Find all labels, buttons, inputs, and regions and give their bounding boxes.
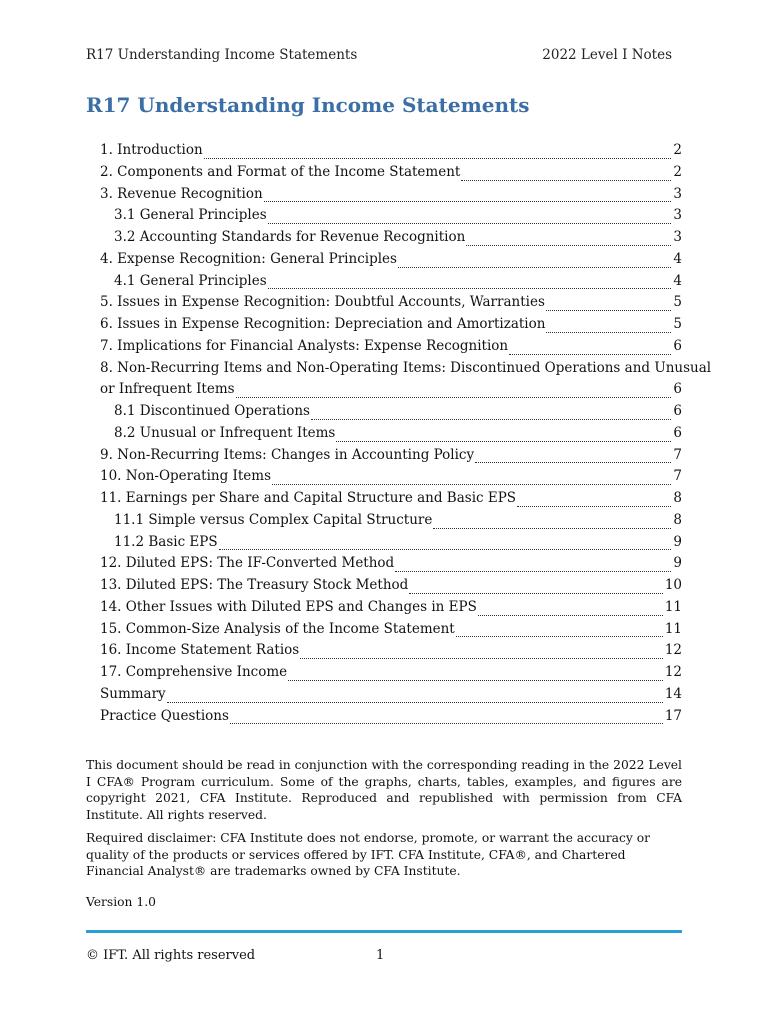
dot-leader [466, 235, 671, 246]
toc-page-number: 8 [673, 490, 682, 506]
toc-page-number: 6 [673, 337, 682, 354]
dot-leader [311, 409, 671, 420]
toc-page-number: 11 [664, 620, 682, 637]
dot-leader [264, 191, 672, 202]
dot-leader [300, 648, 663, 659]
toc-entry-label: 11. Earnings per Share and Capital Structure and Basic EPS [100, 490, 517, 506]
toc-page-number: 6 [673, 424, 682, 441]
toc-entry[interactable] [100, 186, 682, 208]
toc-page-number: 10 [664, 577, 682, 593]
toc-subentry[interactable] [100, 207, 682, 229]
footer-rule [86, 930, 682, 933]
toc-subentry[interactable] [100, 425, 682, 447]
toc-entry-label: 4.1 General Principles [114, 272, 267, 289]
toc-entry[interactable] [100, 164, 682, 186]
toc-entry[interactable] [100, 316, 682, 338]
dot-leader [236, 387, 672, 398]
required-disclaimer: Required disclaimer: CFA Institute does not endorse, promote, or warrant the accuracy or quality of the products or services offered by IFT. CFA Institute, CFA®, and Chartered Financial Analyst® are trademarks owned by CFA Institute. [86, 831, 651, 878]
toc-entry[interactable] [100, 359, 712, 382]
version-label: Version 1.0 [86, 895, 156, 909]
footer-page-number: 1 [376, 948, 385, 963]
toc-entry[interactable] [100, 664, 682, 686]
toc-page-number: 6 [673, 403, 682, 419]
dot-leader [456, 626, 663, 637]
toc-entry-label: 4. Expense Recognition: General Principles [100, 250, 397, 267]
toc-entry-label: 2. Components and Format of the Income Statement [100, 163, 461, 180]
toc-page-number: 7 [673, 468, 682, 485]
dot-leader [336, 431, 671, 442]
dot-leader [509, 344, 671, 355]
dot-leader [268, 213, 672, 224]
dot-leader [461, 170, 671, 181]
toc-entry-label: 11.2 Basic EPS [114, 533, 218, 550]
footer-copyright: © IFT. All rights reserved [86, 948, 256, 963]
toc-subentry[interactable] [100, 534, 682, 556]
toc-entry-label: 1. Introduction [100, 142, 203, 158]
toc-entry-label: 8. Non-Recurring Items and Non-Operating Items: Discontinued Operations and Unusual [100, 359, 712, 376]
dot-leader [478, 605, 663, 616]
toc-page-number: 9 [673, 555, 682, 572]
dot-leader [288, 670, 663, 681]
toc-entry-label: 15. Common-Size Analysis of the Income Statement [100, 620, 455, 637]
toc-entry-label: Summary [100, 685, 166, 702]
toc-page-number: 6 [673, 381, 682, 398]
toc-subentry[interactable] [100, 403, 682, 425]
toc-entry-label: 14. Other Issues with Diluted EPS and Changes in EPS [100, 598, 477, 615]
toc-subentry[interactable] [100, 229, 682, 251]
dot-leader [204, 148, 672, 159]
toc-entry[interactable] [100, 251, 682, 273]
toc-entry-label: 8.2 Unusual or Infrequent Items [114, 424, 336, 441]
toc-entry-label: or Infrequent Items [100, 381, 235, 398]
toc-entry-label: 13. Diluted EPS: The Treasury Stock Method [100, 577, 409, 593]
dot-leader [546, 322, 671, 333]
toc-entry-label: 3.1 General Principles [114, 207, 267, 224]
toc-subentry[interactable] [100, 273, 682, 295]
toc-entry-label: 17. Comprehensive Income [100, 664, 288, 680]
dot-leader [546, 300, 672, 311]
toc-page-number: 3 [673, 207, 682, 224]
dot-leader [409, 583, 663, 594]
toc-page-number: 3 [673, 185, 682, 202]
toc-page-number: 12 [664, 642, 682, 659]
page-title: R17 Understanding Income Statements [86, 93, 530, 117]
toc-entry[interactable] [100, 599, 682, 621]
toc-page-number: 5 [673, 294, 682, 311]
toc-entry-label: 3. Revenue Recognition [100, 185, 263, 202]
toc-page-number: 3 [673, 229, 682, 245]
toc-page-number: 5 [673, 316, 682, 332]
toc-entry-label: 12. Diluted EPS: The IF-Converted Method [100, 555, 395, 572]
toc-entry-label: 5. Issues in Expense Recognition: Doubtful Accounts, Warranties [100, 294, 545, 311]
toc-subentry[interactable] [100, 512, 682, 534]
toc-page-number: 11 [664, 598, 682, 615]
toc-page-number: 12 [664, 664, 682, 680]
dot-leader [398, 257, 671, 268]
toc-entry[interactable] [100, 577, 682, 599]
toc-entry-continuation[interactable] [100, 381, 682, 403]
dot-leader [517, 496, 671, 507]
toc-entry-label: Practice Questions [100, 707, 229, 724]
dot-leader [268, 278, 672, 289]
dot-leader [230, 713, 663, 724]
toc-entry[interactable] [100, 142, 682, 164]
toc-entry-label: 9. Non-Recurring Items: Changes in Accounting Policy [100, 446, 475, 463]
dot-leader [167, 692, 663, 703]
dot-leader [395, 561, 671, 572]
toc-entry[interactable] [100, 490, 682, 512]
toc-entry[interactable] [100, 338, 682, 360]
toc-page-number: 7 [673, 446, 682, 463]
toc-entry-label: 16. Income Statement Ratios [100, 642, 300, 659]
toc-entry[interactable] [100, 686, 682, 708]
header-left-title: R17 Understanding Income Statements [86, 47, 358, 63]
toc-page-number: 17 [664, 707, 682, 724]
dot-leader [433, 518, 671, 529]
toc-entry-label: 11.1 Simple versus Complex Capital Structure [114, 511, 433, 528]
toc-page-number: 14 [664, 685, 682, 702]
toc-entry[interactable] [100, 294, 682, 316]
toc-entry[interactable] [100, 621, 682, 643]
usage-notice: This document should be read in conjunction with the corresponding reading in the 2022 Level I CFA® Program curriculum. Some of the graphs, charts, tables, examples, and figures are copyright 2021, CFA Institute. Reproduced and republished with permission from CFA Institute. All rights reserved. [86, 758, 682, 822]
dot-leader [219, 539, 672, 550]
toc-entry-label: 7. Implications for Financial Analysts: Expense Recognition [100, 337, 509, 354]
toc-entry[interactable] [100, 447, 682, 469]
toc-page-number: 4 [673, 272, 682, 289]
toc-entry-label: 8.1 Discontinued Operations [114, 403, 310, 419]
running-header [86, 47, 672, 63]
toc-page-number: 4 [673, 250, 682, 267]
toc-entry-label: 6. Issues in Expense Recognition: Depreciation and Amortization [100, 316, 546, 332]
toc-page-number: 9 [673, 533, 682, 550]
header-right-label: 2022 Level I Notes [542, 47, 672, 63]
toc-page-number: 2 [673, 142, 682, 158]
toc-page-number: 2 [673, 163, 682, 180]
toc-entry[interactable] [100, 555, 682, 577]
toc-entry-label: 3.2 Accounting Standards for Revenue Recognition [114, 229, 466, 245]
toc-entry[interactable] [100, 468, 682, 490]
toc-page-number: 8 [673, 511, 682, 528]
toc-entry-label: 10. Non-Operating Items [100, 468, 272, 485]
dot-leader [475, 452, 671, 463]
toc-entry[interactable] [100, 642, 682, 664]
table-of-contents [100, 142, 712, 729]
toc-entry[interactable] [100, 708, 682, 730]
dot-leader [272, 474, 671, 485]
